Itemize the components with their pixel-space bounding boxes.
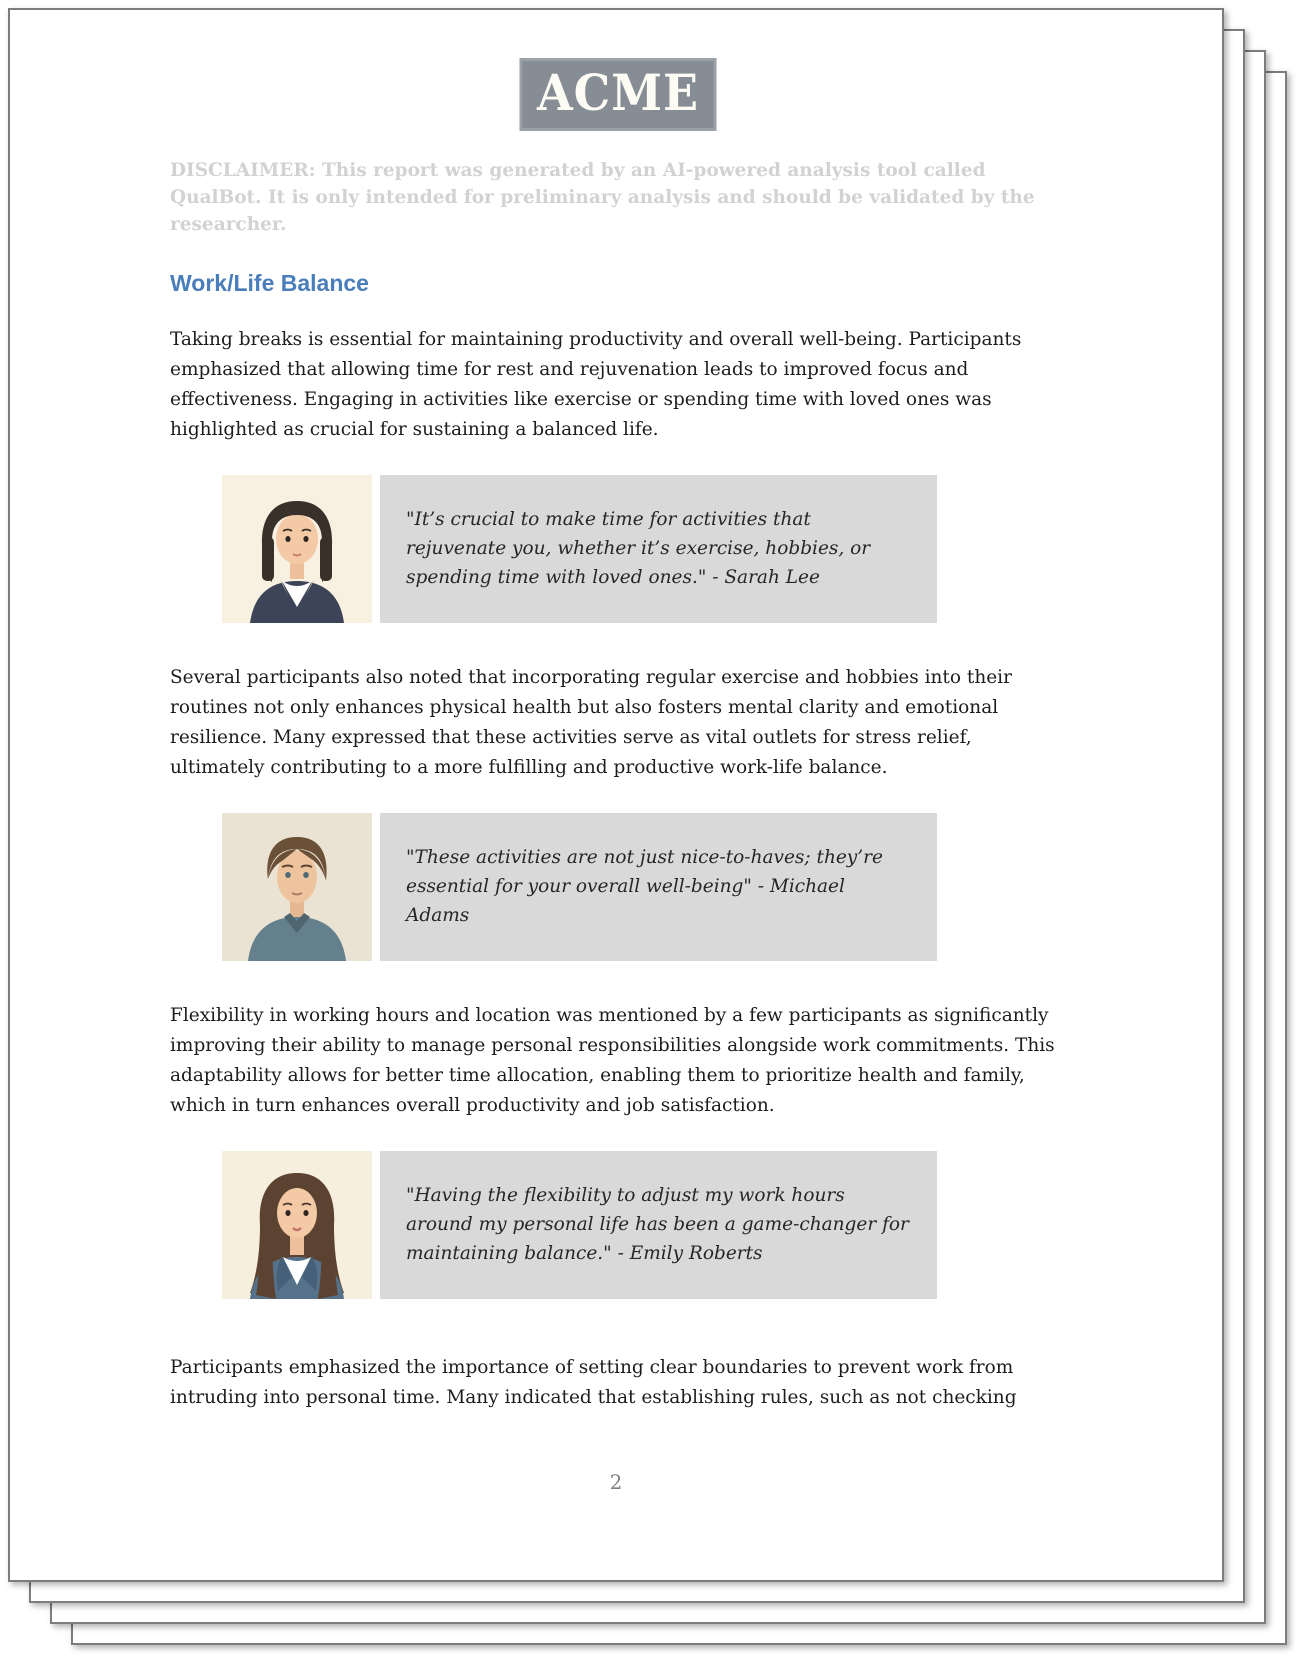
quote-box — [380, 813, 937, 961]
page-number: 2 — [609, 1470, 623, 1494]
acme-logo — [520, 58, 717, 131]
report-page — [8, 8, 1224, 1582]
woman-long-brown-hair-avatar — [222, 1151, 372, 1299]
paragraph-2: Several participants also noted that incorporating regular exercise and hobbies into their routines not only enhances physical health but also fosters mental clarity and emotional resilience. Many expressed that these activities serve as vital outlets for stress relief, ultimately contributing to a more fulfilling and productive work-life balance. — [170, 666, 1012, 778]
paragraph-4: Participants emphasized the importance of setting clear boundaries to prevent work from intruding into personal time. Many indicated that establishing rules, such as not checking — [170, 1356, 1017, 1408]
quote-block-sarah-lee — [222, 475, 1067, 623]
quote-block-emily-roberts — [222, 1151, 1067, 1299]
quote-box — [380, 475, 937, 623]
paragraph-3: Flexibility in working hours and location was mentioned by a few participants as significantly improving their ability to manage personal responsibilities alongside work commitments. This adaptability allows for better time allocation, enabling them to prioritize health and family, which in turn enhances overall productivity and job satisfaction. — [170, 1004, 1055, 1116]
woman-dark-bob-avatar — [222, 475, 372, 623]
man-brown-hair-avatar — [222, 813, 372, 961]
acme-logo-text: ACME — [537, 63, 700, 122]
paragraph-1: Taking breaks is essential for maintaining productivity and overall well-being. Participants emphasized that allowing time for rest and rejuvenation leads to improved focus and effectiveness. Engaging in activities like exercise or spending time with loved ones was highlighted as crucial for sustaining a balanced life. — [170, 328, 1022, 440]
quote-box — [380, 1151, 937, 1299]
page-content — [10, 10, 1222, 1580]
disclaimer-text: DISCLAIMER: This report was generated by an AI-powered analysis tool called QualBot. It is only intended for preliminary analysis and should be validated by the researcher. — [170, 160, 1035, 235]
section-heading: Work/Life Balance — [170, 270, 369, 296]
quote-text: "These activities are not just nice-to-haves; they’re essential for your overall well-being" - Michael Adams — [406, 847, 883, 927]
quote-text: "It’s crucial to make time for activities that rejuvenate you, whether it’s exercise, hobbies, or spending time with loved ones." - Sarah Lee — [406, 509, 871, 589]
quote-text: "Having the flexibility to adjust my work hours around my personal life has been a game-changer for maintaining balance." - Emily Roberts — [406, 1185, 909, 1265]
quote-block-michael-adams — [222, 813, 1067, 961]
